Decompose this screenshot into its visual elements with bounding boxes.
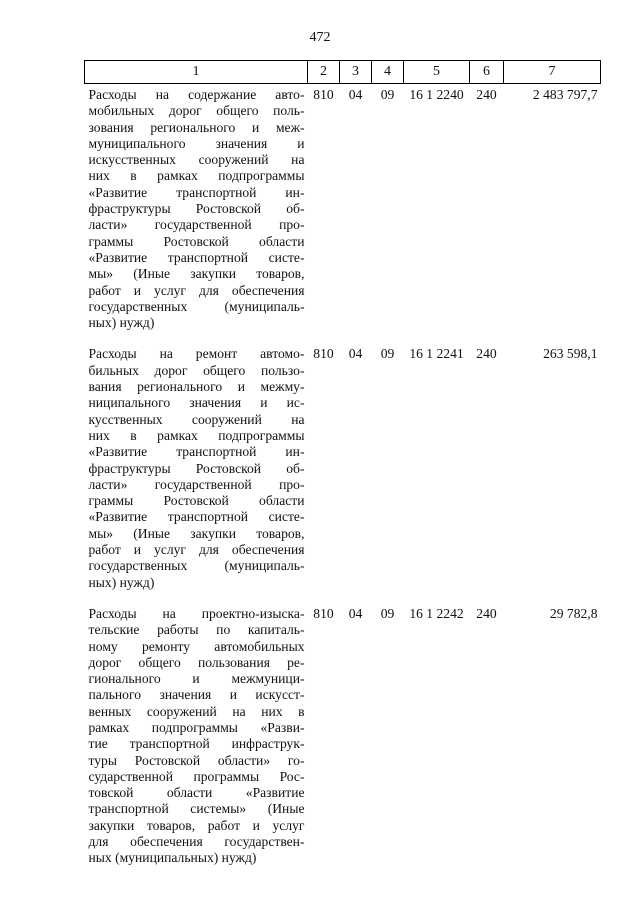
target-article-cell: 16 1 2242	[409, 605, 464, 621]
amount-cell: 263 598,1	[543, 346, 598, 362]
description-line: транспортной системы» (Иные	[88, 801, 305, 817]
description-line: пального значения и искусст-	[88, 687, 305, 703]
section-code-cell: 04	[348, 87, 363, 102]
description-line: них в рамках подпрограммы	[88, 427, 305, 443]
description-line: государственных (муниципаль-	[88, 298, 305, 314]
description-line: «Развитие транспортной систе-	[88, 509, 305, 525]
row-description	[85, 343, 308, 602]
description-line: «Развитие транспортной систе-	[88, 249, 305, 265]
column-header-4: 4	[372, 61, 404, 84]
column-header-2: 2	[308, 61, 340, 84]
budget-table	[84, 60, 601, 879]
row-description	[85, 603, 308, 879]
target-article-cell: 16 1 2240	[409, 87, 464, 102]
description-line: ных (муниципальных) нужд)	[88, 850, 257, 866]
description-line: граммы Ростовской области	[88, 233, 305, 249]
description-line: туры Ростовской области» го-	[88, 752, 305, 768]
header-row	[85, 61, 601, 84]
description-line: муниципального значения и	[88, 135, 305, 151]
expense-type-cell: 240	[476, 605, 497, 621]
ministry-code-cell: 810	[313, 605, 334, 621]
description-line: ных) нужд)	[88, 315, 155, 331]
description-line: них в рамках подпрограммы	[88, 168, 305, 184]
description-line: вания регионального и межму-	[88, 379, 305, 395]
section-code-cell: 04	[348, 346, 363, 362]
description-line: ниципального значения и ис-	[88, 395, 305, 411]
target-article-cell: 16 1 2241	[409, 346, 464, 362]
description-line: ласти» государственной про-	[88, 476, 305, 492]
table-body	[85, 84, 601, 879]
description-line: мы» (Иные закупки товаров,	[88, 266, 305, 282]
column-header-6: 6	[470, 61, 504, 84]
description-line: мы» (Иные закупки товаров,	[88, 525, 305, 541]
amount-cell: 29 782,8	[549, 605, 598, 621]
description-line: работ и услуг для обеспечения	[88, 542, 305, 558]
description-line: Расходы на содержание авто-	[88, 87, 305, 102]
description-line: ласти» государственной про-	[88, 217, 305, 233]
description-line: для обеспечения государствен-	[88, 834, 305, 850]
subsection-code-cell: 09	[380, 346, 395, 362]
column-header-3: 3	[340, 61, 372, 84]
row-description	[85, 84, 308, 344]
table-row	[85, 84, 601, 344]
description-line: Расходы на ремонт автомо-	[88, 346, 305, 362]
amount-cell: 2 483 797,7	[532, 87, 598, 102]
description-line: «Развитие транспортной ин-	[88, 184, 305, 200]
description-line: тие транспортной инфраструк-	[88, 736, 305, 752]
expense-type-cell: 240	[476, 87, 497, 102]
description-line: фраструктуры Ростовской об-	[88, 460, 305, 476]
column-header-7: 7	[504, 61, 601, 84]
description-line: товской области «Развитие	[88, 785, 305, 801]
column-header-5: 5	[404, 61, 470, 84]
description-line: бильных дорог общего пользо-	[88, 362, 305, 378]
description-line: сударственной программы Рос-	[88, 768, 305, 784]
description-line: граммы Ростовской области	[88, 493, 305, 509]
table-row	[85, 603, 601, 879]
description-line: ному ремонту автомобильных	[88, 638, 305, 654]
description-line: мобильных дорог общего поль-	[88, 103, 305, 119]
description-line: работ и услуг для обеспечения	[88, 282, 305, 298]
description-line: дорог общего пользования ре-	[88, 654, 305, 670]
description-line: рамках подпрограммы «Разви-	[88, 719, 305, 735]
ministry-code-cell: 810	[313, 346, 334, 362]
description-line: зования регионального и меж-	[88, 119, 305, 135]
ministry-code-cell: 810	[313, 87, 334, 102]
description-line: гионального и межмуници-	[88, 671, 305, 687]
expense-type-cell: 240	[476, 346, 497, 362]
description-line: фраструктуры Ростовской об-	[88, 201, 305, 217]
column-header-1: 1	[85, 61, 308, 84]
page-number: 472	[309, 30, 331, 45]
description-line: искусственных сооружений на	[88, 152, 305, 168]
description-line: «Развитие транспортной ин-	[88, 444, 305, 460]
subsection-code-cell: 09	[380, 605, 395, 621]
description-line: венных сооружений на них в	[88, 703, 305, 719]
description-line: кусственных сооружений на	[88, 411, 305, 427]
description-line: тельские работы по капиталь-	[88, 622, 305, 638]
section-code-cell: 04	[348, 605, 363, 621]
description-line: закупки товаров, работ и услуг	[88, 817, 305, 833]
subsection-code-cell: 09	[380, 87, 395, 102]
description-line: Расходы на проектно-изыска-	[88, 605, 305, 621]
description-line: ных) нужд)	[88, 574, 155, 590]
description-line: государственных (муниципаль-	[88, 558, 305, 574]
table-row	[85, 343, 601, 602]
table-header	[85, 61, 601, 84]
